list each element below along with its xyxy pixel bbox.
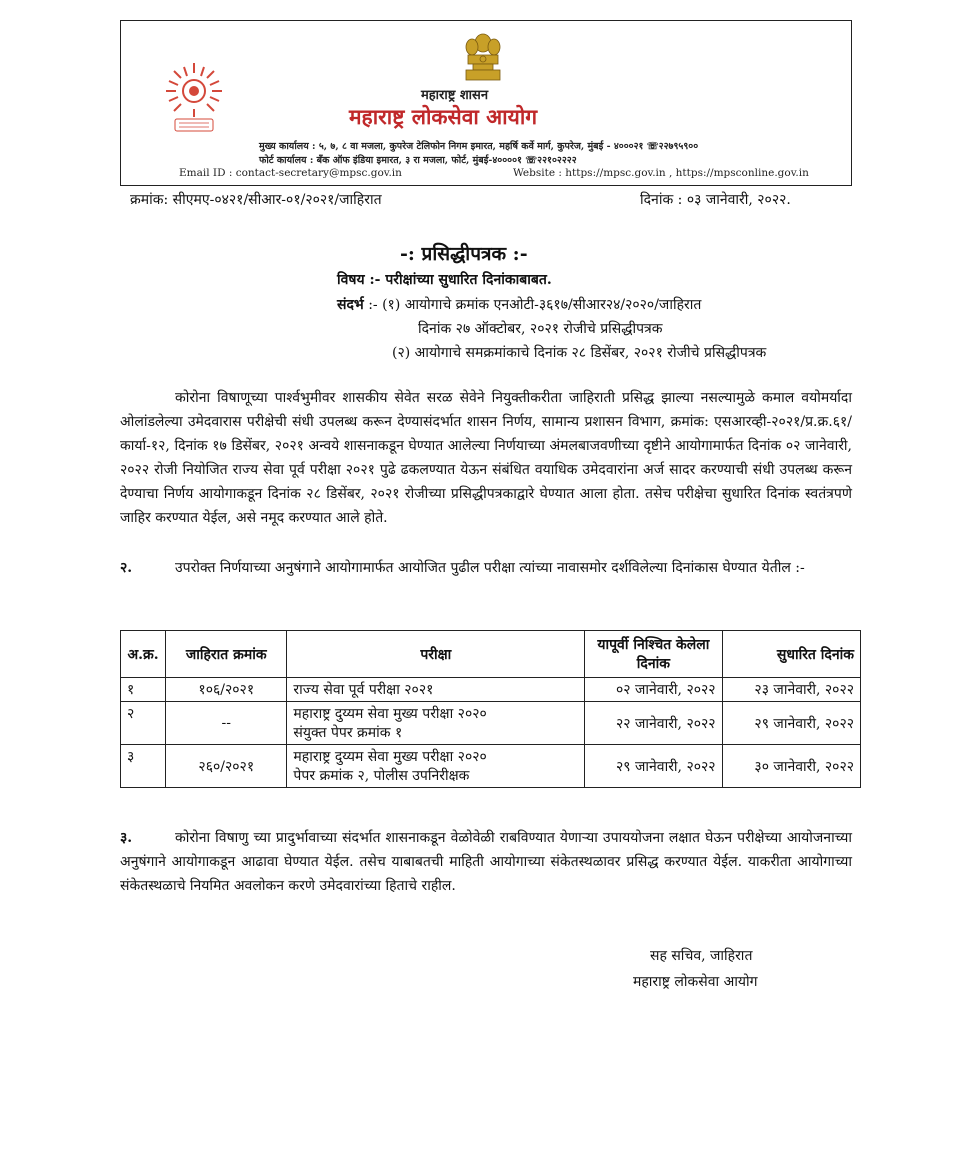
cell-new-date: ३० जानेवारी, २०२२ bbox=[722, 745, 860, 788]
fort-office-address: फोर्ट कार्यालय : बँक ऑफ इंडिया इमारत, ३ रा मजला, फोर्ट, मुंबई-४००००१ ☏२२१०२२२२ bbox=[259, 155, 577, 166]
table-row bbox=[121, 678, 861, 702]
cell-new-date: २९ जानेवारी, २०२२ bbox=[722, 702, 860, 745]
exam-schedule-table bbox=[120, 630, 861, 788]
reference-2: (२) आयोगाचे समक्रमांकाचे दिनांक २८ डिसेंबर, २०२१ रोजीचे प्रसिद्धीपत्रक bbox=[392, 345, 767, 361]
mpsc-logo-icon bbox=[159, 59, 229, 135]
paragraph-3 bbox=[120, 826, 852, 898]
issue-date: दिनांक : ०३ जानेवारी, २०२२. bbox=[640, 192, 791, 208]
header-new-date: सुधारित दिनांक bbox=[722, 631, 860, 678]
reference-1 bbox=[337, 295, 701, 314]
exam-paper: पेपर क्रमांक २, पोलीस उपनिरीक्षक bbox=[293, 768, 470, 784]
cell-adv-number: २६०/२०२१ bbox=[166, 745, 287, 788]
reference-1-continued: दिनांक २७ ऑक्टोबर, २०२१ रोजीचे प्रसिद्धीपत्रक bbox=[418, 321, 663, 337]
cell-old-date: ०२ जानेवारी, २०२२ bbox=[585, 678, 722, 702]
govt-name: महाराष्ट्र शासन bbox=[421, 88, 489, 103]
email-id: Email ID : contact-secretary@mpsc.gov.in bbox=[179, 167, 402, 179]
cell-serial: ३ bbox=[121, 745, 166, 788]
cell-exam bbox=[287, 745, 585, 788]
reference-1-text: :- (१) आयोगाचे क्रमांक एनओटी-३६१७/सीआर२४/२०२०/जाहिरात bbox=[363, 297, 702, 313]
cell-serial: १ bbox=[121, 678, 166, 702]
header-adv-number: जाहिरात क्रमांक bbox=[166, 631, 287, 678]
exam-name: राज्य सेवा पूर्व परीक्षा २०२१ bbox=[293, 682, 434, 698]
notice-subject: विषय :- परीक्षांच्या सुधारित दिनांकाबाबत. bbox=[337, 272, 552, 288]
paragraph-2-text: उपरोक्त निर्णयाच्या अनुषंगाने आयोगामार्फत आयोजित पुढील परीक्षा त्यांच्या नावासमोर दर्शविलेल्या दिनांकास घेण्यात येतील :- bbox=[175, 560, 805, 576]
paragraph-2 bbox=[120, 556, 852, 580]
cell-exam bbox=[287, 702, 585, 745]
reference-number: क्रमांक: सीएमए-०४२१/सीआर-०१/२०२१/जाहिरात bbox=[130, 192, 382, 208]
paragraph-3-text: कोरोना विषाणु च्या प्रादुर्भावाच्या संदर्भात शासनाकडून वेळोवेळी राबविण्यात येणाऱ्या उपाययोजना लक्षात घेऊन परीक्षेच्या आयोजनाच्या अनुषंगाने आयोगाकडून आढावा घेण्यात येईल. तसेच याबाबतची माहिती आयोगाच्या संकेतस्थळावर प्रसिद्ध करण्यात येईल. याकरीता आयोगाच्या संकेतस्थळाचे नियमित अवलोकन करणे उमेदवारांच्या हिताचे राहील. bbox=[120, 830, 852, 894]
reference-label: संदर्भ bbox=[337, 297, 364, 313]
paragraph-3-number: ३. bbox=[120, 830, 133, 846]
national-emblem-icon bbox=[461, 29, 505, 85]
organization-name: महाराष्ट्र लोकसेवा आयोग bbox=[349, 104, 538, 129]
cell-old-date: २२ जानेवारी, २०२२ bbox=[585, 702, 722, 745]
website-links: Website : https://mpsc.gov.in , https://mpsconline.gov.in bbox=[513, 167, 809, 179]
table-row bbox=[121, 702, 861, 745]
signatory-organization: महाराष्ट्र लोकसेवा आयोग bbox=[633, 974, 758, 990]
cell-new-date: २३ जानेवारी, २०२२ bbox=[722, 678, 860, 702]
head-office-address: मुख्य कार्यालय : ५, ७, ८ वा मजला, कुपरेज टेलिफोन निगम इमारत, महर्षि कर्वे मार्ग, कुपरेज, मुंबई - ४०००२१ ☏२२७९५९०० bbox=[259, 141, 699, 152]
exam-paper: संयुक्त पेपर क्रमांक १ bbox=[293, 725, 403, 741]
cell-old-date: २९ जानेवारी, २०२२ bbox=[585, 745, 722, 788]
table-header-row bbox=[121, 631, 861, 678]
cell-adv-number: १०६/२०२१ bbox=[166, 678, 287, 702]
exam-name: महाराष्ट्र दुय्यम सेवा मुख्य परीक्षा २०२० bbox=[293, 749, 487, 765]
cell-exam bbox=[287, 678, 585, 702]
paragraph-1: कोरोना विषाणूच्या पार्श्वभुमीवर शासकीय सेवेत सरळ सेवेने नियुक्तीकरीता जाहिराती प्रसिद्ध झाल्या नसल्यामुळे कमाल वयोमर्यादा ओलांडलेल्या उमेदवारास परीक्षेची संधी उपलब्ध करून देण्यासंदर्भात शासन निर्णय, सामान्य प्रशासन विभाग, क्रमांक: एसआरव्ही-२०२१/प्र.क्र.६१/कार्या-१२, दिनांक १७ डिसेंबर, २०२१ अन्वये शासनाकडून घेण्यात आलेल्या निर्णयाच्या अंमलबाजवणीच्या दृष्टीने आयोगामार्फत दिनांक ०२ जानेवारी, २०२२ रोजी नियोजित राज्य सेवा पूर्व परीक्षा २०२१ पुढे ढकलण्यात येऊन संबंधित वयाधिक उमेदवारांना अर्ज सादर करण्याची संधी उपलब्ध करून देण्याचा निर्णय आयोगाकडून दिनांक २८ डिसेंबर, २०२१ रोजीच्या प्रसिद्धीपत्रकाद्वारे घेण्यात आला होता. तसेच परीक्षेचा सुधारित दिनांक स्वतंत्रपणे जाहिर करण्यात येईल, असे नमूद करण्यात आले होते. bbox=[120, 390, 852, 526]
signatory-designation: सह सचिव, जाहिरात bbox=[650, 948, 753, 964]
letterhead bbox=[120, 20, 852, 186]
header-old-date: यापूर्वी निश्चित केलेला दिनांक bbox=[585, 631, 722, 678]
exam-name: महाराष्ट्र दुय्यम सेवा मुख्य परीक्षा २०२० bbox=[293, 706, 487, 722]
cell-adv-number: -- bbox=[166, 702, 287, 745]
paragraph-2-number: २. bbox=[120, 560, 133, 576]
table-row bbox=[121, 745, 861, 788]
notice-title: -: प्रसिद्धीपत्रक :- bbox=[400, 243, 528, 265]
header-serial: अ.क्र. bbox=[121, 631, 166, 678]
header-exam: परीक्षा bbox=[287, 631, 585, 678]
cell-serial: २ bbox=[121, 702, 166, 745]
